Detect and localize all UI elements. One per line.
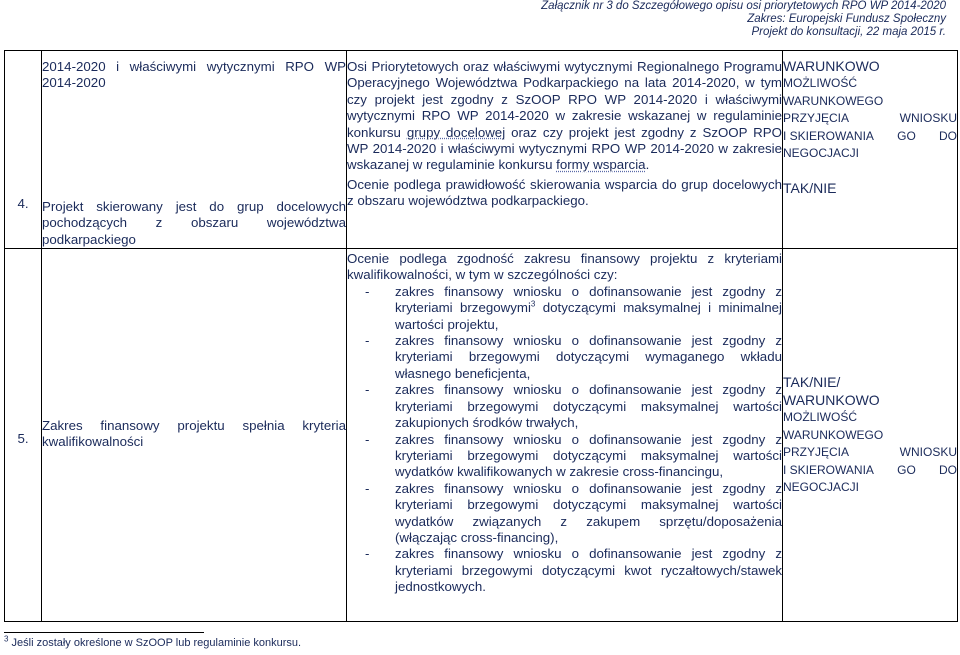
assessment-word: WNIOSKU <box>899 445 957 460</box>
assessment-line <box>783 444 957 462</box>
criterion-name: Projekt skierowany jest do grup docelowych pochodzących z obszaru województwa podkarpackiego <box>42 198 346 247</box>
description-text: . <box>645 157 650 173</box>
header-line-3: Projekt do konsultacji, 22 maja 2015 r. <box>751 26 946 38</box>
list-item <box>347 382 782 431</box>
underlined-term: grupy docelowej <box>406 124 506 140</box>
criterion-continuation: 2014-2020 i właściwymi wytycznymi RPO WP 2014-2020 <box>42 59 346 91</box>
description-text: oraz czy projekt jest zgodny z SzOOP RPO WP 2014-2020 i właściwymi wytycznymi RPO WP 2014-2020 w zakresie wskazanej w regulaminie konkursu <box>347 124 782 173</box>
list-item-text: zakres finansowy wniosku o dofinansowanie jest zgodny z kryteriami brzegowymi <box>395 283 782 316</box>
list-item-text: dotyczącymi maksymalnej i minimalnej wartości projektu, <box>395 300 782 332</box>
assessment-line: WARUNKOWEGO <box>783 427 884 442</box>
list-item <box>347 546 782 595</box>
assessment-word: DO <box>938 128 957 143</box>
assessment-line <box>783 128 957 146</box>
footnote-ref: 3 <box>530 299 536 309</box>
description-paragraph <box>347 51 782 174</box>
assessment-word: DO <box>938 462 957 477</box>
table-row-5 <box>5 249 958 622</box>
description-paragraph: Ocenie podlega prawidłowość skierowania wsparcia do grup docelowych z obszaru województwa podkarpackiego. <box>347 176 782 209</box>
criteria-list <box>347 284 782 596</box>
assessment-line: WARUNKOWEGO <box>783 93 884 108</box>
assessment-word: GO <box>897 128 916 143</box>
footnote-text: Jeśli zostały określone w SzOOP lub regulaminie konkursu. <box>8 637 302 649</box>
document-header <box>541 0 946 39</box>
assessment-answer: TAK/NIE <box>783 179 837 196</box>
row-number-cell <box>5 51 42 249</box>
assessment-line: NEGOCJACJI <box>783 480 860 495</box>
footnote-mark: 3 <box>4 634 9 644</box>
assessment-title: WARUNKOWO <box>783 58 880 74</box>
assessment-word: PRZYJĘCIA <box>783 445 850 460</box>
assessment-cell <box>783 51 958 249</box>
footnote-separator <box>4 632 204 633</box>
footnote <box>4 634 302 650</box>
assessment-word: I SKIEROWANIA <box>783 462 874 477</box>
assessment-word: GO <box>897 462 916 477</box>
list-item <box>347 333 782 382</box>
criterion-cell <box>42 249 347 622</box>
list-item <box>347 481 782 547</box>
description-cell <box>347 249 783 622</box>
assessment-title: WARUNKOWO <box>783 392 880 409</box>
criteria-table <box>4 50 958 622</box>
assessment-word: I SKIEROWANIA <box>783 128 874 143</box>
assessment-answer: TAK/NIE/ <box>783 374 841 391</box>
row-number: 4. <box>17 196 29 211</box>
row-number: 5. <box>17 431 29 447</box>
assessment-line: MOŻLIWOŚĆ <box>783 410 857 425</box>
assessment-line <box>783 462 957 480</box>
row-number-cell <box>5 249 42 622</box>
list-item-text: zakres finansowy wniosku o dofinansowanie jest zgodny z kryteriami brzegowymi dotyczącymi wymaganego wkładu własnego beneficjenta, <box>395 333 782 381</box>
underlined-term: formy wsparcia <box>556 157 646 173</box>
criterion-cell <box>42 51 347 249</box>
description-cell <box>347 51 783 249</box>
criterion-name: Zakres finansowy projektu spełnia kryteria kwalifikowalności <box>42 418 346 450</box>
assessment-line: NEGOCJACJI <box>783 146 860 160</box>
assessment-word: WNIOSKU <box>899 111 957 125</box>
assessment-word: PRZYJĘCIA <box>783 111 850 125</box>
assessment-cell <box>783 249 958 622</box>
table-row-4 <box>5 51 958 249</box>
assessment-line: MOŻLIWOŚĆ <box>783 76 857 90</box>
list-item <box>347 284 782 333</box>
list-item-text: zakres finansowy wniosku o dofinansowanie jest zgodny z kryteriami brzegowymi dotyczącymi kwot ryczałtowych/stawek jednostkowych. <box>395 546 782 595</box>
list-item-text: zakres finansowy wniosku o dofinansowanie jest zgodny z kryteriami brzegowymi dotyczącymi maksymalnej wartości zakupionych środków trwałych, <box>395 382 782 431</box>
description-text: Osi Priorytetowych oraz właściwymi wytycznymi Regionalnego Programu Operacyjnego Województwa Podkarpackiego na lata 2014-2020, w tym czy projekt jest zgodny z SzOOP RPO WP 2014-2020 i właściwymi wytycznymi RPO WP 2014-2020 w zakresie wskazanej w regulaminie konkursu <box>347 59 782 140</box>
header-line-1: Załącznik nr 3 do Szczegółowego opisu osi priorytetowych RPO WP 2014-2020 <box>541 0 946 12</box>
list-item-text: zakres finansowy wniosku o dofinansowanie jest zgodny z kryteriami brzegowymi dotyczącymi maksymalnej wartości wydatków związanych z zakupem sprzętu/doposażenia (włączając cross-financing), <box>395 480 782 545</box>
list-item-text: zakres finansowy wniosku o dofinansowanie jest zgodny z kryteriami brzegowymi dotyczącymi maksymalnej wartości wydatków kwalifikowanych w zakresie cross-financingu, <box>395 431 782 480</box>
header-line-2: Zakres: Europejski Fundusz Społeczny <box>747 13 946 25</box>
assessment-line <box>783 110 957 128</box>
description-intro: Ocenie podlega zgodność zakresu finansowy projektu z kryteriami kwalifikowalności, w tym w szczególności czy: <box>347 251 782 283</box>
list-item <box>347 432 782 481</box>
